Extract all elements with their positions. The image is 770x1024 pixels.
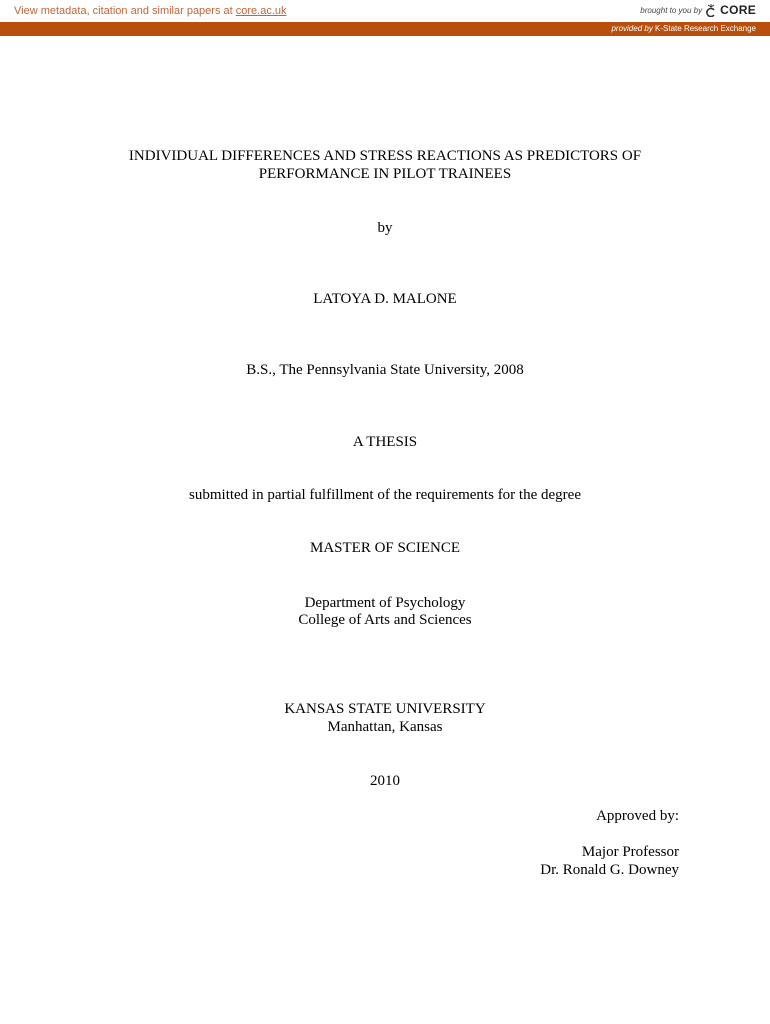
approved-by: Approved by: bbox=[596, 808, 679, 824]
degree-name: MASTER OF SCIENCE bbox=[309, 540, 461, 556]
metadata-prefix: View metadata, citation and similar papers at bbox=[14, 5, 233, 17]
core-provided-band bbox=[0, 22, 770, 36]
metadata-notice bbox=[14, 5, 287, 17]
provided-by-source: K-State Research Exchange bbox=[655, 24, 756, 33]
brought-to-you-by[interactable] bbox=[640, 3, 756, 17]
advisor-name: Dr. Ronald G. Downey bbox=[540, 862, 679, 878]
core-logo-text: CORE bbox=[720, 3, 756, 17]
university: KANSAS STATE UNIVERSITY bbox=[284, 701, 486, 717]
document-type: A THESIS bbox=[352, 434, 418, 450]
core-banner-top bbox=[0, 0, 770, 22]
submission-statement: submitted in partial fulfillment of the requirements for the degree bbox=[189, 487, 581, 503]
provided-by bbox=[611, 24, 756, 33]
core-logo-icon bbox=[705, 3, 717, 17]
author-name: LATOYA D. MALONE bbox=[313, 291, 457, 307]
advisor-role: Major Professor bbox=[581, 844, 679, 860]
thesis-title-line-1: INDIVIDUAL DIFFERENCES AND STRESS REACTIONS AS PREDICTORS OF bbox=[128, 148, 642, 164]
core-banner bbox=[0, 0, 770, 36]
college: College of Arts and Sciences bbox=[298, 612, 472, 628]
thesis-title-line-2: PERFORMANCE IN PILOT TRAINEES bbox=[258, 166, 512, 182]
provided-by-prefix: provided by bbox=[611, 24, 653, 33]
core-link[interactable]: core.ac.uk bbox=[235, 5, 287, 17]
year: 2010 bbox=[370, 773, 400, 789]
department: Department of Psychology bbox=[304, 595, 466, 611]
brought-to-you-by-text: brought to you by bbox=[640, 5, 703, 15]
by-label: by bbox=[377, 220, 393, 236]
location: Manhattan, Kansas bbox=[327, 719, 443, 735]
prior-degree: B.S., The Pennsylvania State University, 2008 bbox=[246, 362, 524, 378]
